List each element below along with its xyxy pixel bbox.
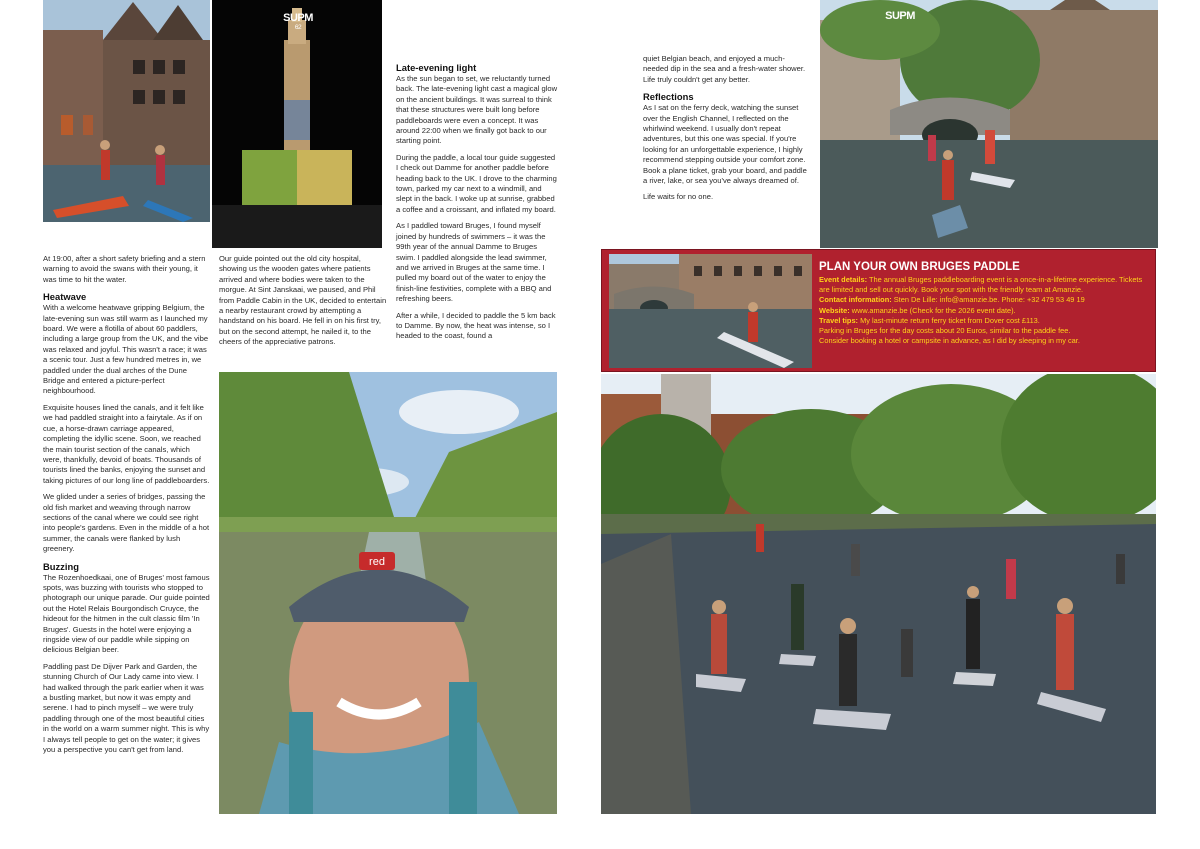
photo-canal-houses bbox=[43, 0, 210, 222]
paragraph-damme: During the paddle, a local tour guide suggested I check out Damme for another paddle before heading back to the UK. I drove to the charming town, parked my car next to a windmill, and slept in the back. I woke up at sunrise, grabbed a coffee and a croissant, and inflated my board. bbox=[396, 152, 557, 214]
photo-canal-bridge bbox=[820, 0, 1158, 248]
website-label: Website: bbox=[819, 305, 850, 315]
page-number: 62 bbox=[294, 24, 302, 31]
plan-event bbox=[819, 275, 1149, 295]
heading-heatwave: Heatwave bbox=[43, 291, 87, 303]
contact-label: Contact information: bbox=[819, 295, 892, 305]
heading-late-evening-light: Late-evening light bbox=[396, 62, 477, 73]
column-2 bbox=[219, 254, 387, 354]
heading-reflections: Reflections bbox=[643, 91, 694, 103]
paragraph-coast: After a while, I decided to paddle the 5 km back to Damme. By now, the heat was intense, so I headed to the coast, found a bbox=[396, 310, 556, 341]
website-text: www.amanzie.be (Check for the 2026 event date). bbox=[849, 305, 1016, 315]
contact-text: Sten De Lille: info@amanzie.be. Phone: +32 479 53 49 19 bbox=[891, 295, 1085, 305]
event-text: The annual Bruges paddleboarding event is a once-in-a-lifetime experience. Tickets are limited and sell out quickly. Book your spot with the friendly team at Amanzie. bbox=[819, 275, 1143, 295]
plan-website bbox=[819, 306, 1149, 316]
heading-buzzing: Buzzing bbox=[43, 560, 79, 572]
supm-logo bbox=[280, 12, 316, 31]
column-1 bbox=[43, 254, 210, 761]
cap-logo-text: red bbox=[369, 556, 385, 568]
plan-camping: Consider booking a hotel or campsite in advance, as I did by sleeping in my car. bbox=[819, 336, 1080, 346]
plan-parking: Parking in Bruges for the day costs about 20 Euros, similar to the paddle fee. bbox=[819, 326, 1071, 336]
paragraph-swimmers: As I paddled toward Bruges, I found myself joined by hundreds of swimmers – it was the 99th year of the annual Damme to Bruges swim. I paddled alongside the lead swimmer, and we arrived in Bruges at the same time. I pulled my board out of the water to enjoy the finish-line festivities, complete with a BBQ and refreshing beers. bbox=[396, 221, 552, 304]
column-4 bbox=[643, 54, 808, 209]
photo-selfie-canal bbox=[219, 372, 557, 814]
travel-text: My last-minute return ferry ticket from Dover cost £113. bbox=[858, 315, 1040, 325]
photo-group-paddle bbox=[601, 374, 1156, 814]
plan-contact bbox=[819, 295, 1149, 305]
column-3 bbox=[396, 56, 558, 348]
plan-body bbox=[819, 275, 1149, 346]
paragraph-heatwave: With a welcome heatwave gripping Belgium, the late-evening sun was still warm as I launched my board. We were a flotilla of about 60 paddlers, including a large group from the UK, and the vibe was relaxed and joyful. This wasn't a race; it was a scenic tour. Just a few hundred metres in, we paddled under the dual arches of the Dune Bridge and entered a picture-perfect neighbourhood. bbox=[43, 303, 209, 396]
paragraph-beach: quiet Belgian beach, and enjoyed a much-needed dip in the sea and a fresh-water shower. Life truly couldn't get any better. bbox=[643, 54, 806, 84]
paragraph-buzzing: The Rozenhoedkaai, one of Bruges' most famous spots, was buzzing with tourists who stopped to photograph our unique parade. Our guide pointed out the Hotel Relais Bourgondisch Cruyce, the hideout for the hitmen in the cult classic film 'In Bruges'. Guests in the hotel were enjoying a ringside view of our paddle while sipping on delicious Belgian beer. bbox=[43, 572, 210, 655]
logo-text-right: SUPM bbox=[885, 10, 915, 22]
paragraph-light: As the sun began to set, we reluctantly turned back. The late-evening light cast a magical glow on the ancient buildings. It was surreal to think that these structures were built long before paddleboards were even a concept. It was around 22:00 when we finally got back to our starting point. bbox=[396, 74, 558, 146]
paragraph-hospital: Our guide pointed out the old city hospital, showing us the wooden gates where patients arrived and where bodies were taken to the morgue. At Sint Janskaai, we paused, and Phil from Paddle Cabin in the UK, decided to entertain a nearby restaurant crowd by attempting a handstand on his board. He fell in on his first try, but on the second attempt, he nailed it, to the cheers of the appreciative patrons. bbox=[219, 254, 387, 347]
travel-label: Travel tips: bbox=[819, 315, 859, 325]
plan-box bbox=[601, 249, 1156, 372]
photo-belfry-night bbox=[212, 0, 382, 248]
paragraph-bridges: We glided under a series of bridges, passing the old fish market and weaving through narrow sections of the canal where we could see right into people's gardens. Even in the middle of a hot summer, the canals were flanked by lush greenery. bbox=[43, 492, 210, 554]
paragraph-intro: At 19:00, after a short safety briefing and a stern warning to avoid the swans with their young, it was time to hit the water. bbox=[43, 254, 206, 284]
paragraph-houses: Exquisite houses lined the canals, and it felt like we had paddled straight into a fairytale. As if on cue, a horse-drawn carriage appeared, completing the idyllic scene. Soon, we reached the main tourist section of the canals, which were, thankfully, devoid of boats. Thousands of tourists lined the banks, enjoying the sunset and taking pictures of our long line of paddleboarders. bbox=[43, 402, 210, 485]
logo-text: SUPM bbox=[283, 12, 313, 24]
photo-plan-paddler bbox=[609, 254, 812, 368]
plan-travel bbox=[819, 316, 1149, 326]
paragraph-park: Paddling past De Dijver Park and Garden, the stunning Church of Our Lady came into view. I had walked through the park earlier when it was a bustling market, but now it was empty and serene. I had to pinch myself – we were truly paddling through one of the most beautiful cities in the world on a warm summer night. This is why I always tell people to get on the water; it gives you a perspective you can't get from land. bbox=[43, 661, 210, 755]
event-label: Event details: bbox=[819, 275, 868, 284]
paragraph-life: Life waits for no one. bbox=[643, 192, 714, 202]
supm-logo-right bbox=[882, 10, 918, 22]
plan-title: PLAN YOUR OWN BRUGES PADDLE bbox=[819, 261, 1020, 273]
paragraph-reflections: As I sat on the ferry deck, watching the sunset over the English Channel, I reflected on the whirlwind weekend. I usually don't repeat adventures, but this one was special. If you're looking for an unforgettable experience, I highly recommend stepping outside your comfort zone. Book a plane ticket, grab your board, and paddle a river, lake, or sea you've always dreamed of. bbox=[643, 103, 807, 186]
